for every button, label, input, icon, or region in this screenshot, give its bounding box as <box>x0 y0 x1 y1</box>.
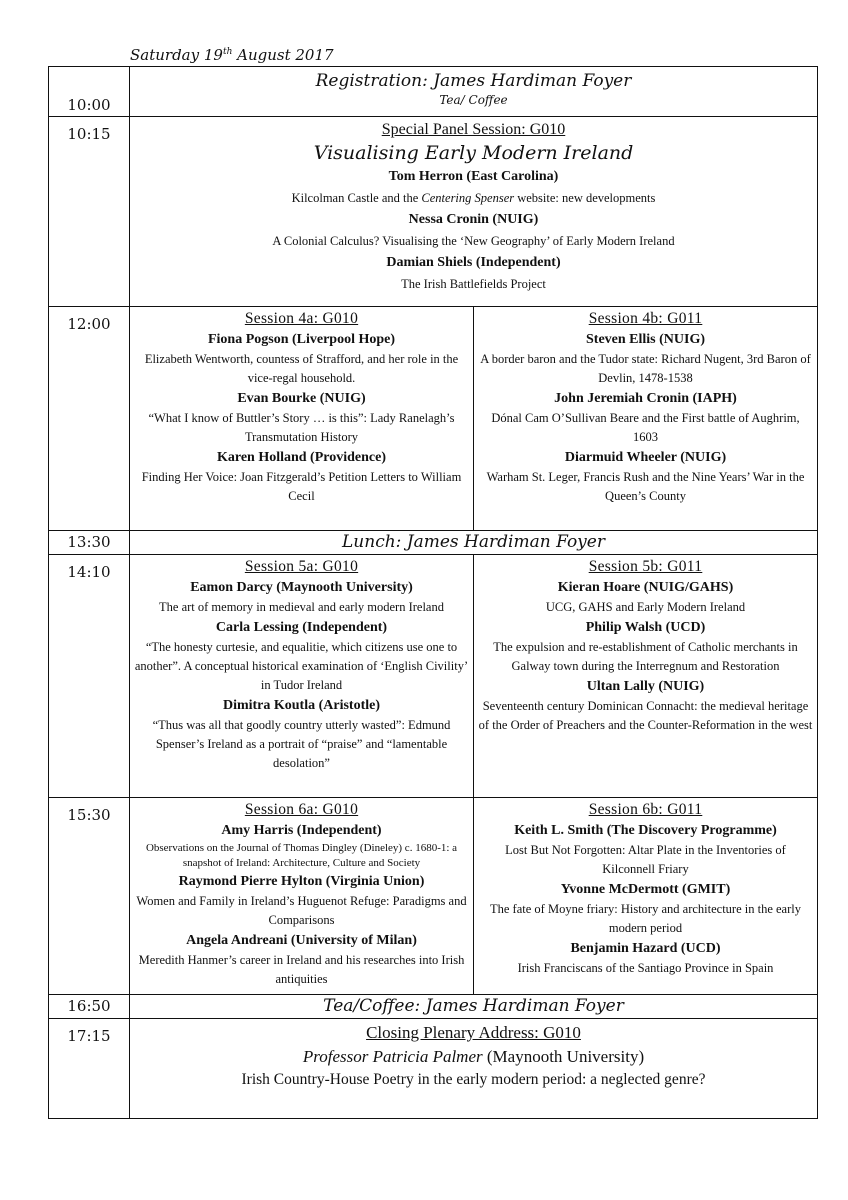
speaker: Nessa Cronin (NUIG) <box>408 212 539 227</box>
speaker: Tom Herron (East Carolina) <box>388 169 559 184</box>
speaker: Philip Walsh (UCD) <box>585 620 706 635</box>
session-title: Session 6b: G011 <box>588 801 703 818</box>
talk-title: Elizabeth Wentworth, countess of Strafford, and her role in the vice-regal household. <box>144 352 459 385</box>
session-6a <box>130 798 474 995</box>
lunch-row <box>49 531 818 555</box>
tea-row <box>49 995 818 1019</box>
session-title: Session 4a: G010 <box>244 310 359 327</box>
time-cell: 17:15 <box>49 1019 130 1119</box>
session-5a <box>130 555 474 798</box>
session-title: Session 5b: G011 <box>588 558 703 575</box>
talk-title: The fate of Moyne friary: History and architecture in the early modern period <box>490 902 801 935</box>
closing-row <box>49 1019 818 1119</box>
talk-title: Warham St. Leger, Francis Rush and the Nine Years’ War in the Queen’s County <box>486 470 805 503</box>
session-6-row <box>49 798 818 995</box>
speaker: Carla Lessing (Independent) <box>215 620 388 635</box>
registration-title: Registration: James Hardiman Foyer <box>315 71 632 91</box>
speaker: Dimitra Koutla (Aristotle) <box>222 698 381 713</box>
time-cell: 15:30 <box>49 798 130 995</box>
session-6b <box>474 798 818 995</box>
page-date: Saturday 19th August 2017 <box>130 46 334 64</box>
session-4a <box>130 307 474 531</box>
talk-title: Observations on the Journal of Thomas Dingley (Dineley) c. 1680-1: a snapshot of Ireland: Architecture, Culture and Society <box>145 842 458 869</box>
talk-title: Lost But Not Forgotten: Altar Plate in the Inventories of Kilconnell Friary <box>505 843 786 876</box>
time-cell: 16:50 <box>49 995 130 1019</box>
speaker: Eamon Darcy (Maynooth University) <box>190 580 413 595</box>
talk-title: Irish Franciscans of the Santiago Province in Spain <box>517 961 774 975</box>
speaker: Yvonne McDermott (GMIT) <box>560 882 731 897</box>
panel-row <box>49 117 818 307</box>
talk-title: Dónal Cam O’Sullivan Beare and the First battle of Aughrim, 1603 <box>491 411 800 444</box>
talk-title: Seventeenth century Dominican Connacht: the medieval heritage of the Order of Preachers and the Counter-Reformation in the west <box>478 699 813 732</box>
session-4b <box>474 307 818 531</box>
session-title: Session 4b: G011 <box>588 310 703 327</box>
lunch-title: Lunch: James Hardiman Foyer <box>342 532 605 552</box>
schedule-table <box>48 66 818 1119</box>
session-4-row <box>49 307 818 531</box>
speaker: Evan Bourke (NUIG) <box>237 391 366 406</box>
talk-title: A border baron and the Tudor state: Richard Nugent, 3rd Baron of Devlin, 1478-1538 <box>480 352 811 385</box>
speaker: Damian Shiels (Independent) <box>386 255 561 270</box>
talk-title: A Colonial Calculus? Visualising the ‘New Geography’ of Early Modern Ireland <box>272 234 675 248</box>
speaker: Amy Harris (Independent) <box>221 823 382 838</box>
speaker: John Jeremiah Cronin (IAPH) <box>554 391 737 406</box>
closing-speaker: Professor Patricia Palmer (Maynooth University) <box>302 1047 645 1066</box>
speaker: Angela Andreani (University of Milan) <box>186 933 417 948</box>
talk-title: UCG, GAHS and Early Modern Ireland <box>545 600 746 614</box>
session-title: Session 6a: G010 <box>244 801 359 818</box>
talk-title: “What I know of Buttler’s Story … is this”: Lady Ranelagh’s Transmutation History <box>148 411 455 444</box>
speaker: Steven Ellis (NUIG) <box>586 332 705 347</box>
speaker: Diarmuid Wheeler (NUIG) <box>564 450 727 465</box>
registration-sub: Tea/ Coffee <box>439 93 508 107</box>
speaker: Fiona Pogson (Liverpool Hope) <box>207 332 396 347</box>
speaker: Ultan Lally (NUIG) <box>586 679 705 694</box>
speaker: Benjamin Hazard (UCD) <box>570 941 721 956</box>
session-5b <box>474 555 818 798</box>
time-cell: 12:00 <box>49 307 130 531</box>
time-cell: 14:10 <box>49 555 130 798</box>
talk-title: The expulsion and re-establishment of Catholic merchants in Galway town during the Interregnum and Restoration <box>493 640 798 673</box>
panel-title: Special Panel Session: G010 <box>381 121 566 138</box>
talk-title: The Irish Battlefields Project <box>401 277 546 291</box>
speaker: Keith L. Smith (The Discovery Programme) <box>514 823 777 838</box>
talk-title: The art of memory in medieval and early modern Ireland <box>159 600 444 614</box>
registration-row <box>49 67 818 117</box>
talk-title: “The honesty curtesie, and equalitie, which citizens use one to another”. A conceptual historical examination of ‘English Civility’ in Tudor Ireland <box>134 640 469 692</box>
tea-title: Tea/Coffee: James Hardiman Foyer <box>323 996 624 1016</box>
talk-title: Finding Her Voice: Joan Fitzgerald’s Petition Letters to William Cecil <box>141 470 462 503</box>
talk-title: Meredith Hanmer’s career in Ireland and his researches into Irish antiquities <box>138 953 465 986</box>
speaker: Raymond Pierre Hylton (Virginia Union) <box>178 874 425 889</box>
panel-subtitle: Visualising Early Modern Ireland <box>313 142 634 164</box>
talk-title: “Thus was all that goodly country utterly wasted”: Edmund Spenser’s Ireland as a portrait of “praise” and “lamentable desolation” <box>152 718 451 770</box>
session-title: Session 5a: G010 <box>244 558 359 575</box>
time-cell: 13:30 <box>49 531 130 555</box>
time-cell: 10:15 <box>49 117 130 307</box>
talk-title: Women and Family in Ireland’s Huguenot Refuge: Paradigms and Comparisons <box>136 894 467 927</box>
time-cell: 10:00 <box>49 67 130 117</box>
speaker: Karen Holland (Providence) <box>216 450 387 465</box>
talk-title: Kilcolman Castle and the Centering Spenser website: new developments <box>291 191 656 205</box>
closing-title: Closing Plenary Address: G010 <box>366 1023 581 1042</box>
session-5-row <box>49 555 818 798</box>
speaker: Kieran Hoare (NUIG/GAHS) <box>557 580 734 595</box>
closing-talk: Irish Country-House Poetry in the early modern period: a neglected genre? <box>241 1071 706 1088</box>
